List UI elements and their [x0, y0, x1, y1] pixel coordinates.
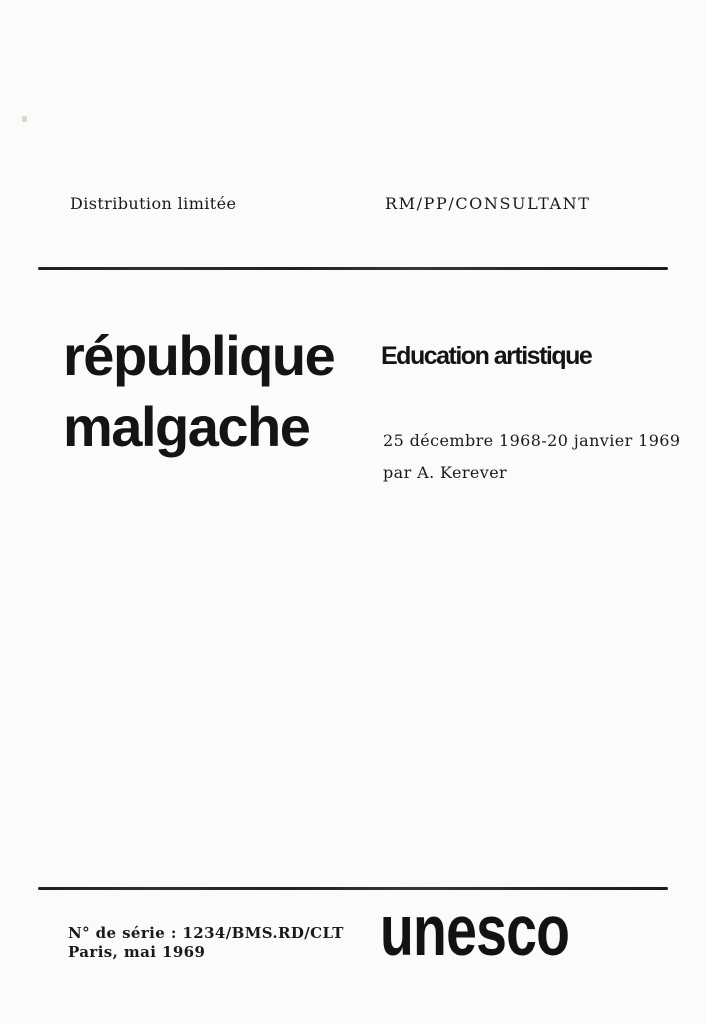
report-subject: Education artistique [381, 342, 592, 370]
serial-number: N° de série : 1234/BMS.RD/CLT [68, 924, 344, 942]
distribution-note: Distribution limitée [70, 194, 237, 213]
document-reference: RM/PP/CONSULTANT [385, 194, 591, 213]
country-title-line2: malgache [63, 395, 310, 458]
country-title [63, 320, 334, 462]
unesco-wordmark: unesco [380, 892, 570, 971]
bottom-divider [38, 887, 668, 890]
top-divider [38, 267, 668, 270]
paper-speck [22, 116, 27, 122]
report-author: par A. Kerever [383, 463, 508, 482]
place-and-date: Paris, mai 1969 [68, 943, 206, 961]
country-title-line1: république [63, 324, 335, 387]
mission-dates: 25 décembre 1968-20 janvier 1969 [383, 431, 681, 450]
serial-block [68, 924, 344, 962]
